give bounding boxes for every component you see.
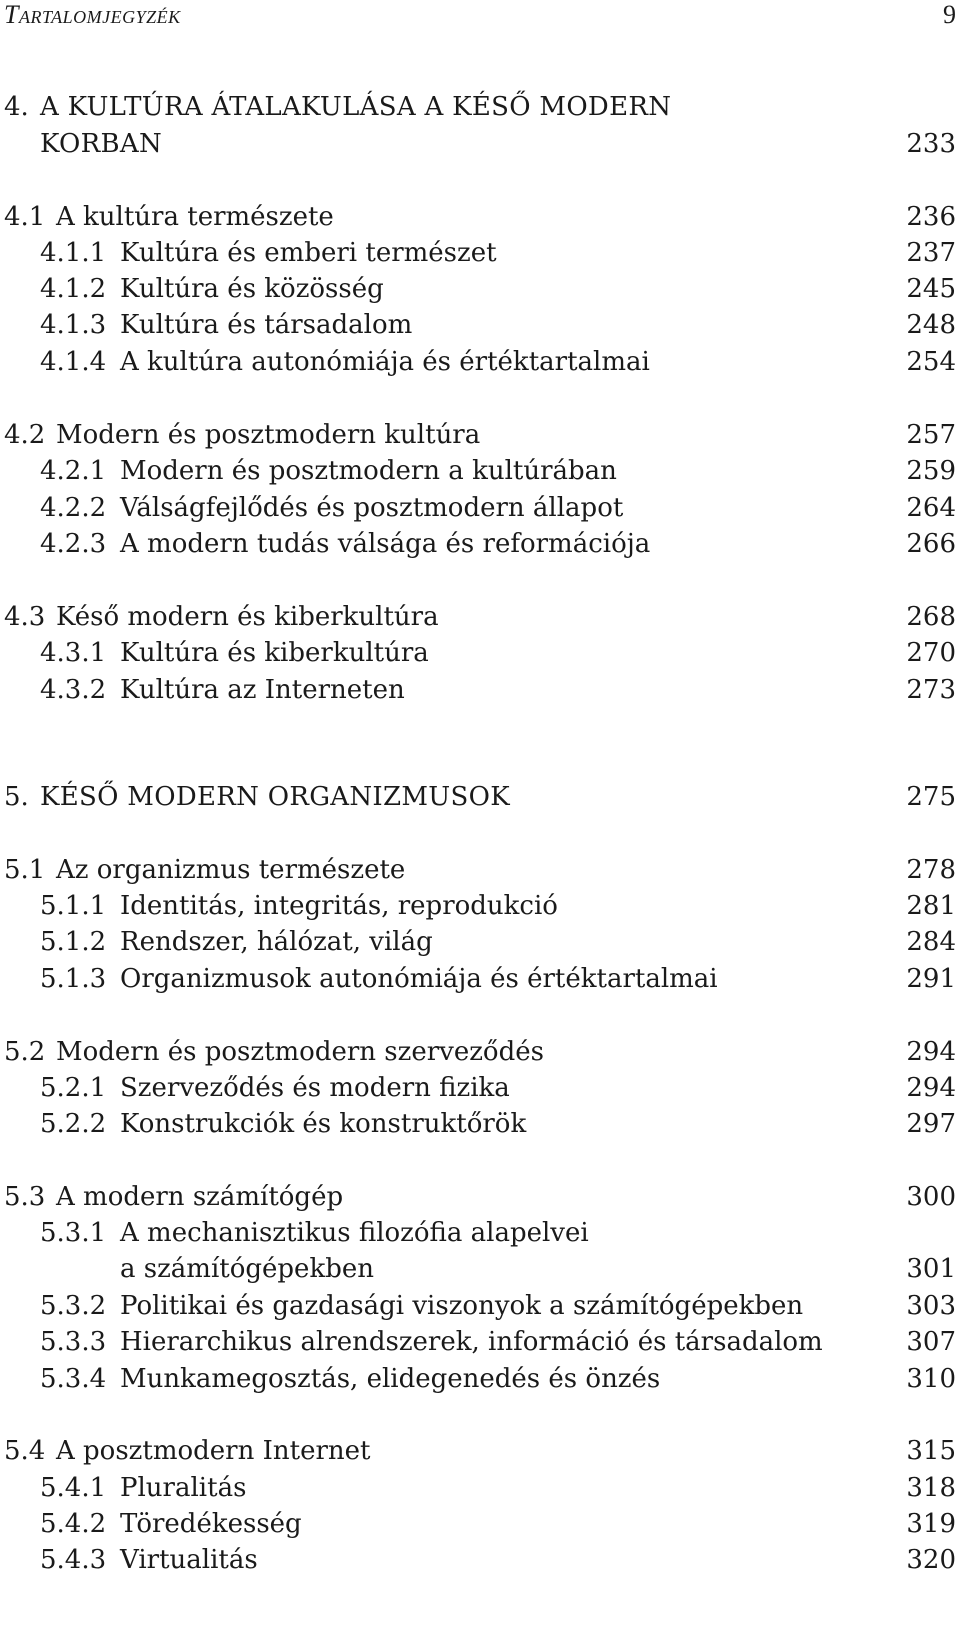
toc-entry-label: Kultúra és társadalom [120,310,413,340]
toc-entry-label: Kultúra az Interneten [120,675,405,705]
toc-entry-number: 4.1.3 [40,310,107,340]
toc-entry-number: 4.2.1 [40,456,107,486]
toc-entry [0,1432,960,1470]
toc-entry-number: 4.3 [4,602,46,632]
running-header-title: Tartalomjegyzék [4,0,181,29]
toc-entry-label: A KULTÚRA ÁTALAKULÁSA A KÉSŐ MODERN [40,92,672,122]
toc-entry-label: Identitás, integritás, reprodukció [120,891,558,921]
toc-entry-number: 5.3.1 [40,1218,107,1248]
toc-entry-page: 281 [906,891,956,921]
toc-entry-label: Hierarchikus alrendszerek, információ és társadalom [120,1327,823,1357]
toc-entry-label: KORBAN [40,129,163,159]
toc-entry-page: 319 [906,1509,956,1539]
toc-entry-page: 245 [906,274,956,304]
toc-entry [0,525,960,563]
toc-entry [0,923,960,961]
toc-entry [0,416,960,454]
toc-entry-label: A modern számítógép [56,1182,344,1212]
toc-entry [0,671,960,709]
toc-entry-number: 5.1.1 [40,891,107,921]
toc-entry-label: Szerveződés és modern fizika [120,1073,510,1103]
toc-entry-page: 275 [906,782,956,812]
toc-entry-label: Késő modern és kiberkultúra [56,602,439,632]
toc-entry-label: Konstrukciók és konstruktőrök [120,1109,527,1139]
toc-entry-page: 294 [906,1073,956,1103]
toc-entry-page: 273 [906,675,956,705]
toc-entry [0,1541,960,1579]
toc-entry-number: 4.1.4 [40,347,107,377]
toc-entry-page: 278 [906,855,956,885]
toc-entry-label: Organizmusok autonómiája és értéktartalmai [120,964,718,994]
toc-entry [0,125,960,163]
toc-entry-number: 4.3.1 [40,638,107,668]
toc-entry [0,489,960,527]
toc-entry-page: 259 [906,456,956,486]
toc-entry-number: 5.4 [4,1436,46,1466]
toc-entry [0,960,960,998]
toc-entry-label: Modern és posztmodern a kultúrában [120,456,617,486]
toc-entry [0,1105,960,1143]
toc-entry-page: 297 [906,1109,956,1139]
toc-entry-page: 320 [906,1545,956,1575]
toc-entry-number: 5. [4,782,29,812]
toc-entry [0,1360,960,1398]
toc-entry-page: 303 [906,1291,956,1321]
page-number: 9 [943,0,956,29]
toc-entry-page: 233 [906,129,956,159]
toc-entry-number: 5.4.1 [40,1473,107,1503]
toc-entry-label: KÉSŐ MODERN ORGANIZMUSOK [40,782,510,812]
toc-entry [0,1505,960,1543]
toc-entry-number: 4.3.2 [40,675,107,705]
toc-entry-page: 264 [906,493,956,523]
toc-entry [0,1323,960,1361]
toc-entry-page: 236 [906,202,956,232]
toc-entry-page: 284 [906,927,956,957]
toc-entry-label: Modern és posztmodern kultúra [56,420,481,450]
toc-entry-page: 310 [906,1364,956,1394]
toc-entry [0,778,960,816]
toc-entry-label: Válságfejlődés és posztmodern állapot [120,493,624,523]
toc-entry-number: 4. [4,92,29,122]
toc-entry-number: 5.3.4 [40,1364,107,1394]
toc-entry-label: Töredékesség [120,1509,302,1539]
toc-entry-number: 4.1 [4,202,46,232]
toc-entry-label: Modern és posztmodern szerveződés [56,1037,544,1067]
running-header [0,0,960,38]
toc-entry-page: 248 [906,310,956,340]
toc-entry-number: 5.3.2 [40,1291,107,1321]
toc-entry-page: 318 [906,1473,956,1503]
toc-entry-page: 294 [906,1037,956,1067]
toc-entry-label: A modern tudás válsága és reformációja [120,529,651,559]
toc-entry [0,270,960,308]
toc-entry-number: 5.4.2 [40,1509,107,1539]
toc-entry-label: Virtualitás [120,1545,258,1575]
toc-entry [0,343,960,381]
toc-entry-number: 5.1 [4,855,46,885]
toc-entry [0,198,960,236]
toc-entry [0,234,960,272]
toc-entry [0,88,960,126]
toc-entry-page: 266 [906,529,956,559]
toc-entry-page: 268 [906,602,956,632]
toc-entry-label: A kultúra természete [56,202,334,232]
toc-entry-page: 270 [906,638,956,668]
toc-entry-label: Munkamegosztás, elidegenedés és önzés [120,1364,661,1394]
toc-entry [0,851,960,889]
toc-entry-number: 4.2.3 [40,529,107,559]
toc-entry [0,452,960,490]
toc-entry-label: A posztmodern Internet [56,1436,371,1466]
toc-entry-number: 5.3 [4,1182,46,1212]
toc-entry-label: Az organizmus természete [56,855,406,885]
toc-entry-page: 257 [906,420,956,450]
toc-entry-number: 5.2 [4,1037,46,1067]
toc-entry-page: 291 [906,964,956,994]
toc-entry [0,1033,960,1071]
toc-entry-number: 5.1.3 [40,964,107,994]
toc-entry-label: a számítógépekben [120,1254,374,1284]
toc-entry-label: Pluralitás [120,1473,247,1503]
toc-entry [0,1250,960,1288]
toc-entry-label: A kultúra autonómiája és értéktartalmai [120,347,650,377]
toc-entry [0,1069,960,1107]
toc-entry-page: 254 [906,347,956,377]
toc-entry-number: 5.4.3 [40,1545,107,1575]
toc-entry [0,598,960,636]
toc-entry-number: 5.2.1 [40,1073,107,1103]
toc-entry [0,1287,960,1325]
toc-entry [0,1178,960,1216]
toc-entry-number: 5.1.2 [40,927,107,957]
toc-entry-page: 300 [906,1182,956,1212]
toc-entry [0,306,960,344]
toc-entry [0,1469,960,1507]
toc-entry [0,887,960,925]
toc-entry-number: 4.1.2 [40,274,107,304]
toc-entry-number: 4.2.2 [40,493,107,523]
toc-entry-number: 4.2 [4,420,46,450]
toc-entry-label: Kultúra és emberi természet [120,238,497,268]
toc-entry-label: Kultúra és kiberkultúra [120,638,429,668]
toc-entry [0,634,960,672]
toc-entry-label: Rendszer, hálózat, világ [120,927,433,957]
toc-entry-number: 5.3.3 [40,1327,107,1357]
toc-entry-page: 237 [906,238,956,268]
toc-entry-label: Politikai és gazdasági viszonyok a számítógépekben [120,1291,804,1321]
toc-entry [0,1214,960,1252]
toc-entry-number: 4.1.1 [40,238,107,268]
toc-entry-number: 5.2.2 [40,1109,107,1139]
toc-entry-page: 315 [906,1436,956,1466]
toc-entry-label: A mechanisztikus filozófia alapelvei [120,1218,589,1248]
toc-entry-page: 307 [906,1327,956,1357]
toc-entry-page: 301 [906,1254,956,1284]
toc-entry-label: Kultúra és közösség [120,274,384,304]
